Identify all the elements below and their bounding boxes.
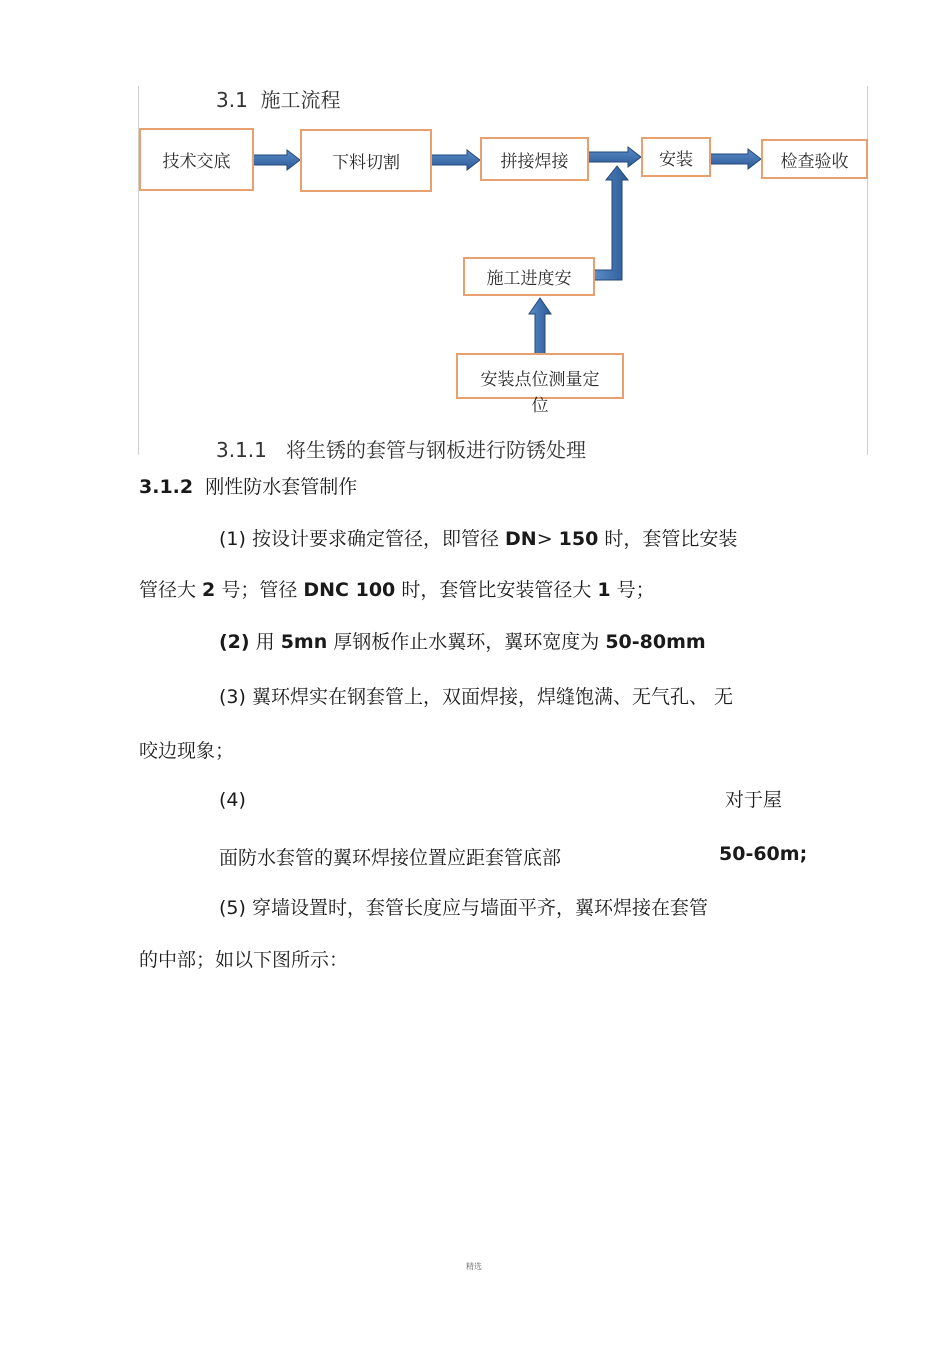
flow-box-inspection: 检查验收 — [761, 139, 868, 179]
item-1-line-1: (1) 按设计要求确定管径，即管径 DN> 150 时，套管比安装 — [219, 528, 738, 550]
arrow-2 — [431, 150, 480, 170]
item-4-tail: 对于屋 — [725, 789, 783, 811]
arrow-3 — [588, 147, 641, 167]
item-5-line-1: (5) 穿墙设置时，套管长度应与墙面平齐，翼环焊接在套管 — [219, 897, 708, 919]
item-4-line-2: 面防水套管的翼环焊接位置应距套管底部 — [219, 847, 562, 869]
arrow-survey-up — [529, 298, 551, 356]
section-title: 将生锈的套管与钢板进行防锈处理 — [285, 438, 586, 462]
arrow-4 — [710, 149, 761, 169]
page-footer: 精选 — [466, 1262, 482, 1271]
section-title: 施工流程 — [260, 88, 341, 112]
section-number: 3.1.1 — [216, 438, 267, 462]
section-3-1-2-heading — [139, 475, 357, 499]
section-3-1-1-heading — [216, 434, 586, 463]
item-5-line-2: 的中部；如以下图所示： — [139, 949, 349, 971]
flow-box-welding: 拼接焊接 — [480, 137, 589, 181]
item-2: (2) 用 5mn 厚钢板作止水翼环，翼环宽度为 50-80mm — [219, 631, 706, 653]
item-4-value: 50-60m; — [719, 843, 808, 865]
section-number: 3.1.2 — [139, 476, 194, 498]
flow-box-schedule: 施工进度安 — [463, 257, 595, 296]
flow-box-install: 安装 — [641, 137, 711, 177]
flow-box-survey: 安装点位测量定 位 — [456, 353, 624, 399]
item-1-line-2: 管径大 2 号；管径 DNC 100 时，套管比安装管径大 1 号； — [139, 579, 655, 601]
item-4-number: (4) — [219, 789, 246, 811]
flow-box-technical-briefing: 技术交底 — [139, 128, 254, 191]
arrow-1 — [253, 150, 300, 170]
section-number: 3.1 — [216, 88, 248, 112]
section-title: 刚性防水套管制作 — [205, 476, 358, 498]
item-3-line-1: (3) 翼环焊实在钢套管上，双面焊接，焊缝饱满、无气孔、 无 — [219, 686, 733, 708]
arrow-schedule-up — [594, 166, 628, 280]
flow-box-cutting: 下料切割 — [300, 129, 432, 192]
item-3-line-2: 咬边现象； — [139, 740, 235, 762]
